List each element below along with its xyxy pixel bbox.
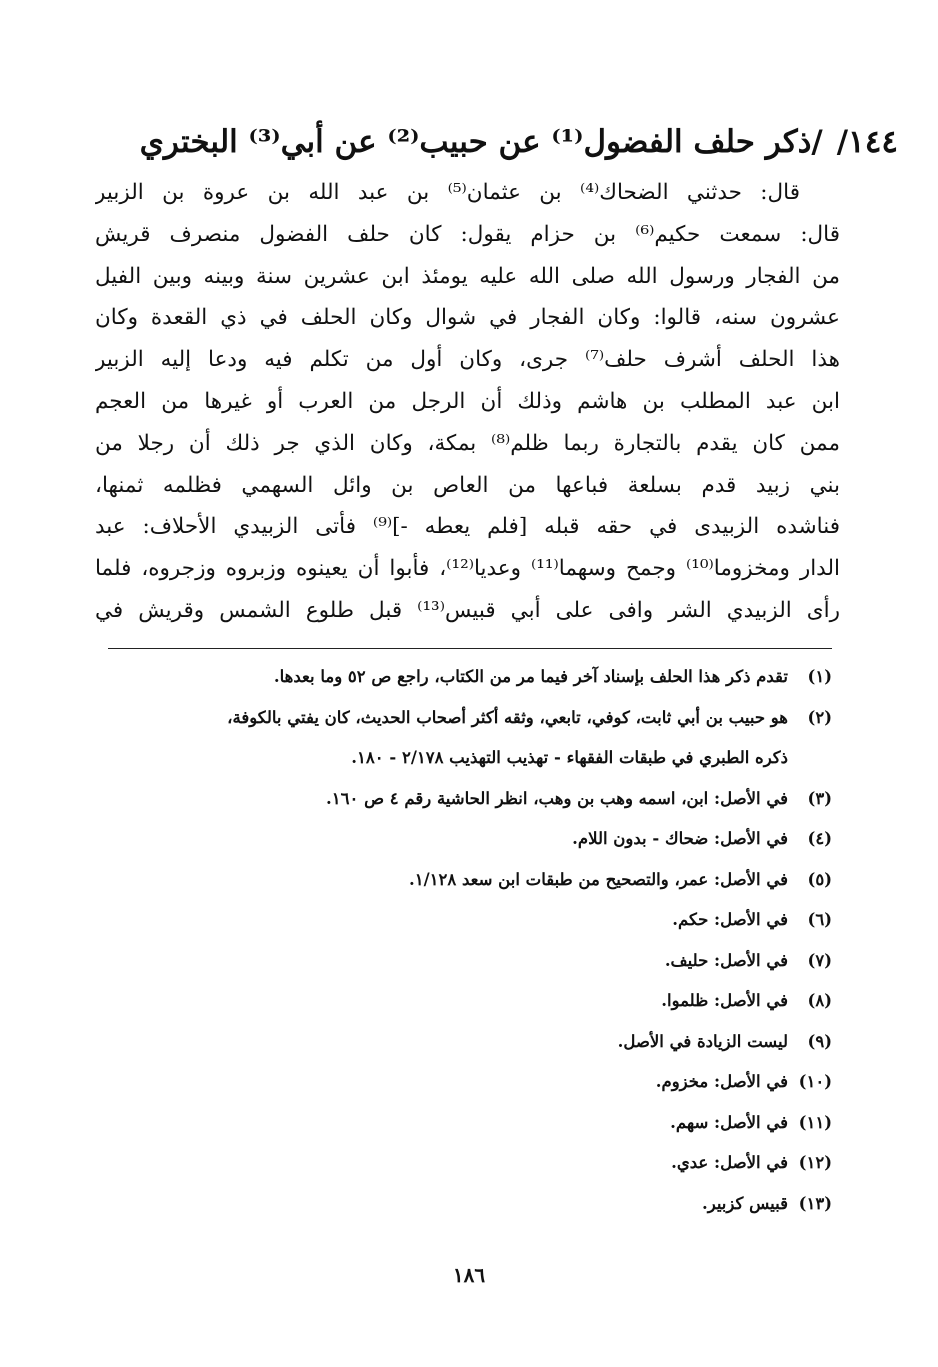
footnote-text: في الأصل: ظلموا.	[661, 991, 788, 1010]
footnote-divider	[108, 648, 832, 649]
text-line: هذا الحلف أشرف حلف⁽⁷⁾ جرى، وكان أول من تكلم فيه ودعا إليه الزبير	[95, 347, 840, 373]
footnote	[92, 860, 832, 901]
footnote-text: هو حبيب بن أبي ثابت، كوفي، تابعي، وثقه أكثر أصحاب الحديث، كان يفتي بالكوفة،	[227, 707, 788, 727]
footnote	[92, 1184, 832, 1225]
footnote-text: في الأصل: ابن، اسمه وهب بن وهب، انظر الحاشية رقم ٤ ص ١٦٠.	[325, 788, 788, 808]
footnote-text: في الأصل: عدي.	[671, 1153, 788, 1172]
footnote-text: قبيس كزبير.	[701, 1193, 788, 1213]
footnote-text: في الأصل: سهم.	[670, 1112, 788, 1132]
footnote	[92, 941, 832, 982]
text-line: الدار ومخزوما⁽¹⁰⁾ وجمح وسهما⁽¹¹⁾ وعديا⁽¹²⁾، فأبوا أن يعينوه وزبروه وزجروه، فلما	[95, 556, 840, 582]
text-line: بني زبيد قدم بسلعة فباعها من العاص بن وائل السهمي فظلمه ثمنها،	[95, 472, 840, 498]
footnote-text: ذكره الطبري في طبقات الفقهاء - تهذيب التهذيب ٢/١٧٨ - ١٨٠.	[351, 748, 788, 767]
footnote	[92, 1062, 832, 1103]
section-title: /ذكر حلف الفضول⁽¹⁾ عن حبيب⁽²⁾ عن أبي⁽³⁾ البختري	[139, 124, 823, 160]
text-line: من الفجار ورسول الله صلى الله عليه يومئذ ابن عشرين سنة وبينه وبين الفيل	[95, 263, 840, 289]
main-text	[95, 172, 840, 632]
text-line: قال: حدثني الضحاك⁽⁴⁾ بن عثمان⁽⁵⁾ بن عبد الله بن عروة بن الزبير	[95, 180, 800, 205]
footnote-number: (١٣)	[798, 1193, 832, 1213]
section-heading	[98, 112, 898, 172]
footnote	[92, 1022, 832, 1063]
footnote-text: في الأصل: عمر، والتصحيح من طبقات ابن سعد ١/١٢٨.	[409, 869, 788, 889]
footnote-number: (٣)	[807, 788, 832, 808]
footnotes	[92, 657, 832, 1224]
footnote-number: (١٢)	[798, 1153, 832, 1172]
footnote	[92, 981, 832, 1022]
footnote	[92, 900, 832, 941]
text-line: عشرون سنه، قالوا: وكان الفجار في شوال وكان الحلف في ذي القعدة وكان	[95, 305, 840, 331]
footnote-text: تقدم ذكر هذا الحلف بإسناد آخر فيما مر من الكتاب، راجع ص ٥٢ وما بعدها.	[273, 667, 788, 686]
footnote-text: ليست الزيادة في الأصل.	[617, 1031, 788, 1051]
footnote	[92, 1143, 832, 1184]
footnote-text: في الأصل: ضحاك - بدون اللام.	[572, 829, 788, 848]
footnote-number: (١١)	[798, 1112, 832, 1132]
footnote-text: في الأصل: مخزوم.	[655, 1072, 788, 1091]
page-number: ١٨٦	[452, 1263, 486, 1287]
footnote-number: (١)	[807, 667, 832, 686]
footnote-number: (٢)	[807, 707, 832, 727]
footnote-number: (٦)	[807, 910, 832, 929]
section-number: ١٤٤/	[836, 124, 898, 160]
footnote-number: (٥)	[807, 869, 832, 889]
footnote	[92, 819, 832, 860]
footnote-number: (٤)	[807, 829, 832, 848]
footnote	[92, 657, 832, 698]
footnote	[92, 698, 832, 739]
footnote	[92, 779, 832, 820]
footnote	[92, 1103, 832, 1144]
text-line: ممن كان يقدم بالتجارة ربما ظلم⁽⁸⁾ بمكة، وكان الذي جر ذلك أن رجلا من	[95, 430, 840, 456]
footnote-text: في الأصل: حكم.	[672, 910, 788, 929]
footnote-number: (٩)	[807, 1031, 832, 1051]
text-line: فناشده الزبيدى في حقه قبله [فلم يعطه -]⁽⁹⁾ فأتى الزبيدي الأحلاف: عبد	[95, 514, 840, 540]
footnote-number: (٧)	[807, 950, 832, 970]
footnote	[92, 738, 832, 779]
text-line: قال: سمعت حكيم⁽⁶⁾ بن حزام يقول: كان حلف الفضول منصرف قريش	[95, 221, 840, 247]
text-line: ابن عبد المطلب بن هاشم وذلك أن الرجل من العرب أو غيرها من العجم	[95, 388, 840, 414]
text-line: رأى الزبيدي الشر وافى على أبي قبيس⁽¹³⁾ قبل طلوع الشمس وقريش في	[95, 597, 840, 623]
footnote-number: (٨)	[807, 991, 832, 1010]
footnote-text: في الأصل: حليف.	[664, 950, 788, 970]
footnote-number: (١٠)	[798, 1072, 832, 1091]
